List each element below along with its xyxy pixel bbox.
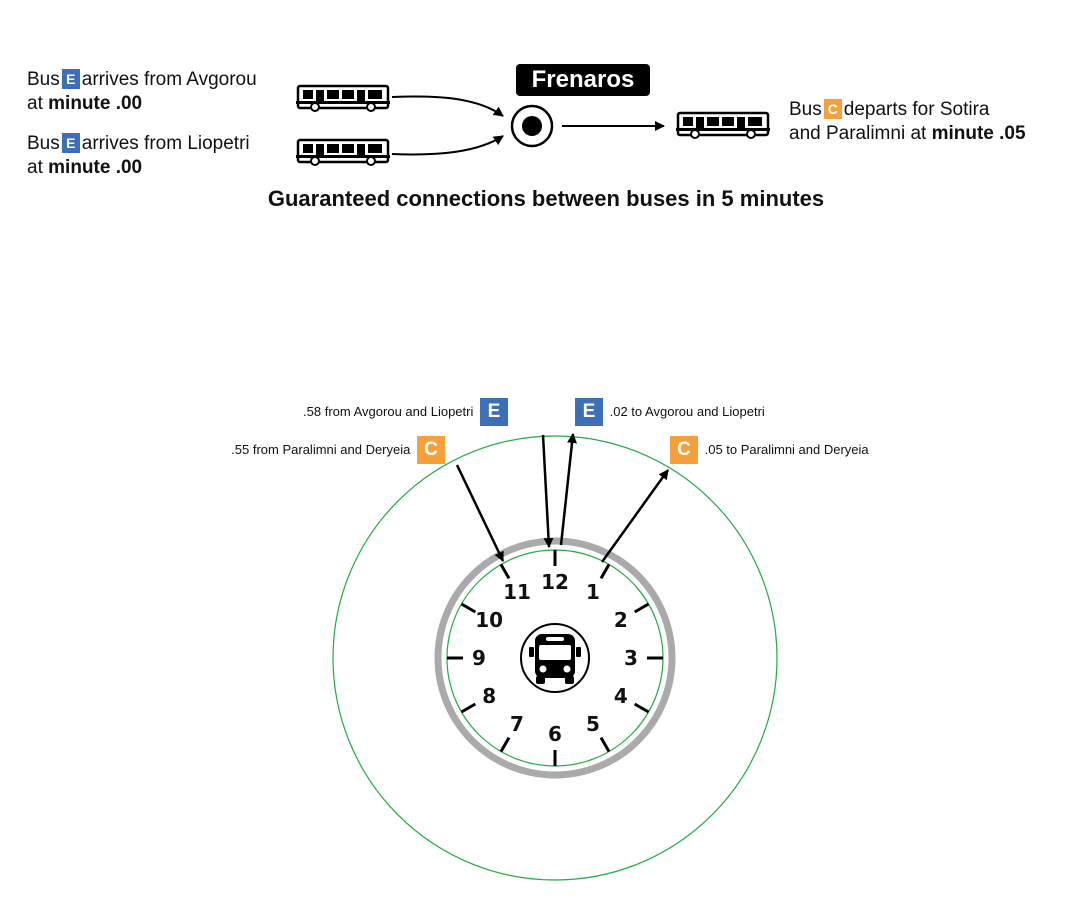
arrival-avgorou-at: at <box>27 93 43 114</box>
bus-icon-liopetri <box>296 140 390 165</box>
route-e-badge: E <box>62 69 80 89</box>
departure-text <box>789 98 1026 146</box>
route-e-badge-large: E <box>575 398 603 426</box>
arrival-liopetri-minute: minute .00 <box>48 157 143 178</box>
arrival-avgorou-prefix: Bus <box>27 69 60 90</box>
arrow-c-departure <box>602 470 668 562</box>
clock-hour-3: 3 <box>624 646 638 670</box>
clock-tick-8 <box>461 704 475 712</box>
annotation-c-arrival-text: .55 from Paralimni and Deryeia <box>231 442 411 457</box>
departure-minute: minute .05 <box>931 123 1026 144</box>
annotation-c-departure <box>670 436 869 464</box>
departure-prefix: Bus <box>789 99 822 120</box>
station-name-label: Frenaros <box>516 64 650 96</box>
annotation-e-arrival <box>303 398 508 426</box>
clock-hour-2: 2 <box>613 608 628 632</box>
clock-tick-2 <box>635 604 649 612</box>
route-e-badge: E <box>62 133 80 153</box>
arrival-arrow-avgorou <box>392 96 503 116</box>
bus-icon-departure <box>676 113 770 138</box>
arrival-liopetri-text <box>27 132 250 180</box>
arrival-avgorou-rest: arrives from Avgorou <box>81 69 257 90</box>
clock-hour-11: 11 <box>503 580 531 605</box>
heading: Guaranteed connections between buses in 5 minutes <box>267 186 825 211</box>
route-e-badge-large: E <box>480 398 508 426</box>
arrival-liopetri-rest: arrives from Liopetri <box>81 133 250 154</box>
clock-hour-7: 7 <box>510 711 524 736</box>
arrow-e-departure <box>561 434 573 545</box>
clock-hour-6: 6 <box>548 722 562 746</box>
clock-hour-5: 5 <box>586 711 600 736</box>
clock-hour-12: 12 <box>541 570 569 594</box>
arrow-c-arrival <box>457 465 503 561</box>
annotation-e-departure-text: .02 to Avgorou and Liopetri <box>609 404 765 419</box>
clock-tick-1 <box>601 564 609 578</box>
route-c-badge-large: C <box>417 436 445 464</box>
arrival-avgorou-minute: minute .00 <box>48 93 143 114</box>
route-c-badge: C <box>824 99 842 119</box>
clock-tick-10 <box>461 604 475 612</box>
clock-hour-1: 1 <box>586 580 600 605</box>
annotation-c-departure-text: .05 to Paralimni and Deryeia <box>704 442 869 457</box>
departure-rest: departs for Sotira <box>843 99 990 120</box>
clock-hour-4: 4 <box>613 684 628 708</box>
arrival-avgorou-text <box>27 68 257 116</box>
annotation-c-arrival <box>231 436 445 464</box>
clock-hour-9: 9 <box>472 646 486 670</box>
clock-tick-4 <box>635 704 649 712</box>
clock-hour-10: 10 <box>475 608 504 632</box>
clock-tick-7 <box>501 738 509 752</box>
station-dot <box>522 116 542 136</box>
arrival-liopetri-prefix: Bus <box>27 133 60 154</box>
center-bus-icon <box>521 624 589 692</box>
arrow-e-arrival <box>543 435 549 547</box>
annotation-e-departure <box>575 398 765 426</box>
route-c-badge-large: C <box>670 436 698 464</box>
clock-hour-8: 8 <box>482 684 497 708</box>
clock-tick-5 <box>601 738 609 752</box>
arrival-liopetri-at: at <box>27 157 43 178</box>
annotation-e-arrival-text: .58 from Avgorou and Liopetri <box>303 404 474 419</box>
bus-icon-avgorou <box>296 86 390 111</box>
arrival-arrow-liopetri <box>392 136 503 154</box>
clock-tick-11 <box>501 564 509 578</box>
departure-line2: and Paralimni at <box>789 123 927 144</box>
